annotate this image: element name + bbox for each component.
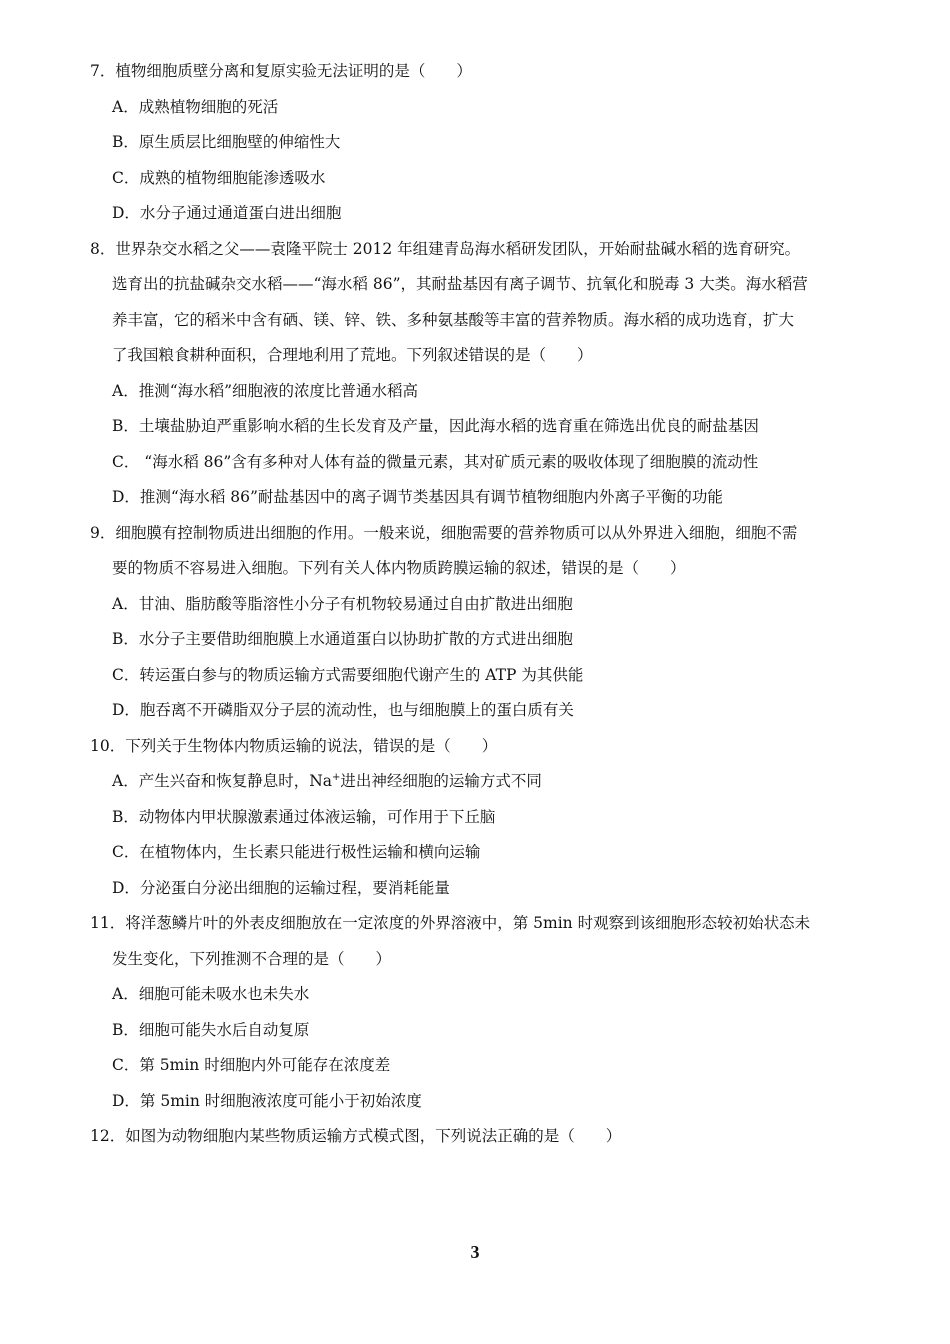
option-a: A．成熟植物细胞的死活 xyxy=(112,97,279,116)
superscript-plus: + xyxy=(332,772,341,783)
option-b: B．水分子主要借助细胞膜上水通道蛋白以协助扩散的方式进出细胞 xyxy=(112,630,573,648)
option-c: C．转运蛋白参与的物质运输方式需要细胞代谢产生的 ATP 为其供能 xyxy=(112,665,584,684)
option-a-text-rest: 进出神经细胞的运输方式不同 xyxy=(340,772,542,790)
question-9 xyxy=(90,516,865,729)
option-d: D．水分子通过通道蛋白进出细胞 xyxy=(112,204,342,222)
question-stem-continued: 了我国粮食耕种面积，合理地利用了荒地。下列叙述错误的是（ ） xyxy=(112,346,593,364)
question-stem-continued: 要的物质不容易进入细胞。下列有关人体内物质跨膜运输的叙述，错误的是（ ） xyxy=(112,559,686,577)
option-a: A．甘油、脂肪酸等脂溶性小分子有机物较易通过自由扩散进出细胞 xyxy=(112,594,573,613)
option-a: A．细胞可能未吸水也未失水 xyxy=(112,985,310,1003)
option-c: C． “海水稻 86”含有多种对人体有益的微量元素，其对矿质元素的吸收体现了细胞膜的流动性 xyxy=(112,452,759,471)
option-d: D．推测“海水稻 86”耐盐基因中的离子调节类基因具有调节植物细胞内外离子平衡的功能 xyxy=(112,488,723,506)
option-b: B．动物体内甲状腺激素通过体液运输，可作用于下丘脑 xyxy=(112,807,496,826)
option-b: B．细胞可能失水后自动复原 xyxy=(112,1020,310,1039)
option-b: B．原生质层比细胞壁的伸缩性大 xyxy=(112,133,341,151)
question-stem-continued: 养丰富，它的稻米中含有硒、镁、锌、铁、多种氨基酸等丰富的营养物质。海水稻的成功选育，扩大 xyxy=(112,310,795,329)
question-stem-continued: 选育出的抗盐碱杂交水稻——“海水稻 86”，其耐盐基因有离子调节、抗氧化和脱毒 3 大类。海水稻营 xyxy=(112,275,808,293)
question-7 xyxy=(90,54,865,232)
option-c: C．第 5min 时细胞内外可能存在浓度差 xyxy=(112,1056,391,1074)
question-10 xyxy=(90,729,865,907)
question-list xyxy=(90,54,865,1155)
question-8 xyxy=(90,232,865,516)
option-b: B．土壤盐胁迫严重影响水稻的生长发育及产量，因此海水稻的选育重在筛选出优良的耐盐基因 xyxy=(112,417,759,435)
question-stem: 8．世界杂交水稻之父——袁隆平院士 2012 年组建青岛海水稻研发团队，开始耐盐碱水稻的选育研究。 xyxy=(90,239,801,258)
option-a xyxy=(90,764,865,800)
question-stem: 12．如图为动物细胞内某些物质运输方式模式图，下列说法正确的是（ ） xyxy=(90,1127,622,1145)
question-11 xyxy=(90,906,865,1119)
option-d: D．分泌蛋白分泌出细胞的运输过程，要消耗能量 xyxy=(112,878,450,897)
option-d: D．第 5min 时细胞液浓度可能小于初始浓度 xyxy=(112,1091,422,1110)
question-stem: 11．将洋葱鳞片叶的外表皮细胞放在一定浓度的外界溶液中，第 5min 时观察到该细胞形态较初始状态未 xyxy=(90,914,811,932)
question-stem: 7．植物细胞质壁分离和复原实验无法证明的是（ ） xyxy=(90,62,472,80)
option-c: C．成熟的植物细胞能渗透吸水 xyxy=(112,168,326,187)
option-d: D．胞吞离不开磷脂双分子层的流动性，也与细胞膜上的蛋白质有关 xyxy=(112,701,574,719)
question-stem-continued: 发生变化，下列推测不合理的是（ ） xyxy=(112,949,392,968)
page-number: 3 xyxy=(470,1242,480,1262)
question-12 xyxy=(90,1119,865,1155)
option-a: A．推测“海水稻”细胞液的浓度比普通水稻高 xyxy=(112,381,419,400)
option-c: C．在植物体内，生长素只能进行极性运输和横向运输 xyxy=(112,843,481,861)
option-a-text: A．产生兴奋和恢复静息时，Na xyxy=(112,772,332,790)
question-stem: 9．细胞膜有控制物质进出细胞的作用。一般来说，细胞需要的营养物质可以从外界进入细胞，细胞不需 xyxy=(90,523,798,542)
question-stem: 10．下列关于生物体内物质运输的说法，错误的是（ ） xyxy=(90,736,498,755)
